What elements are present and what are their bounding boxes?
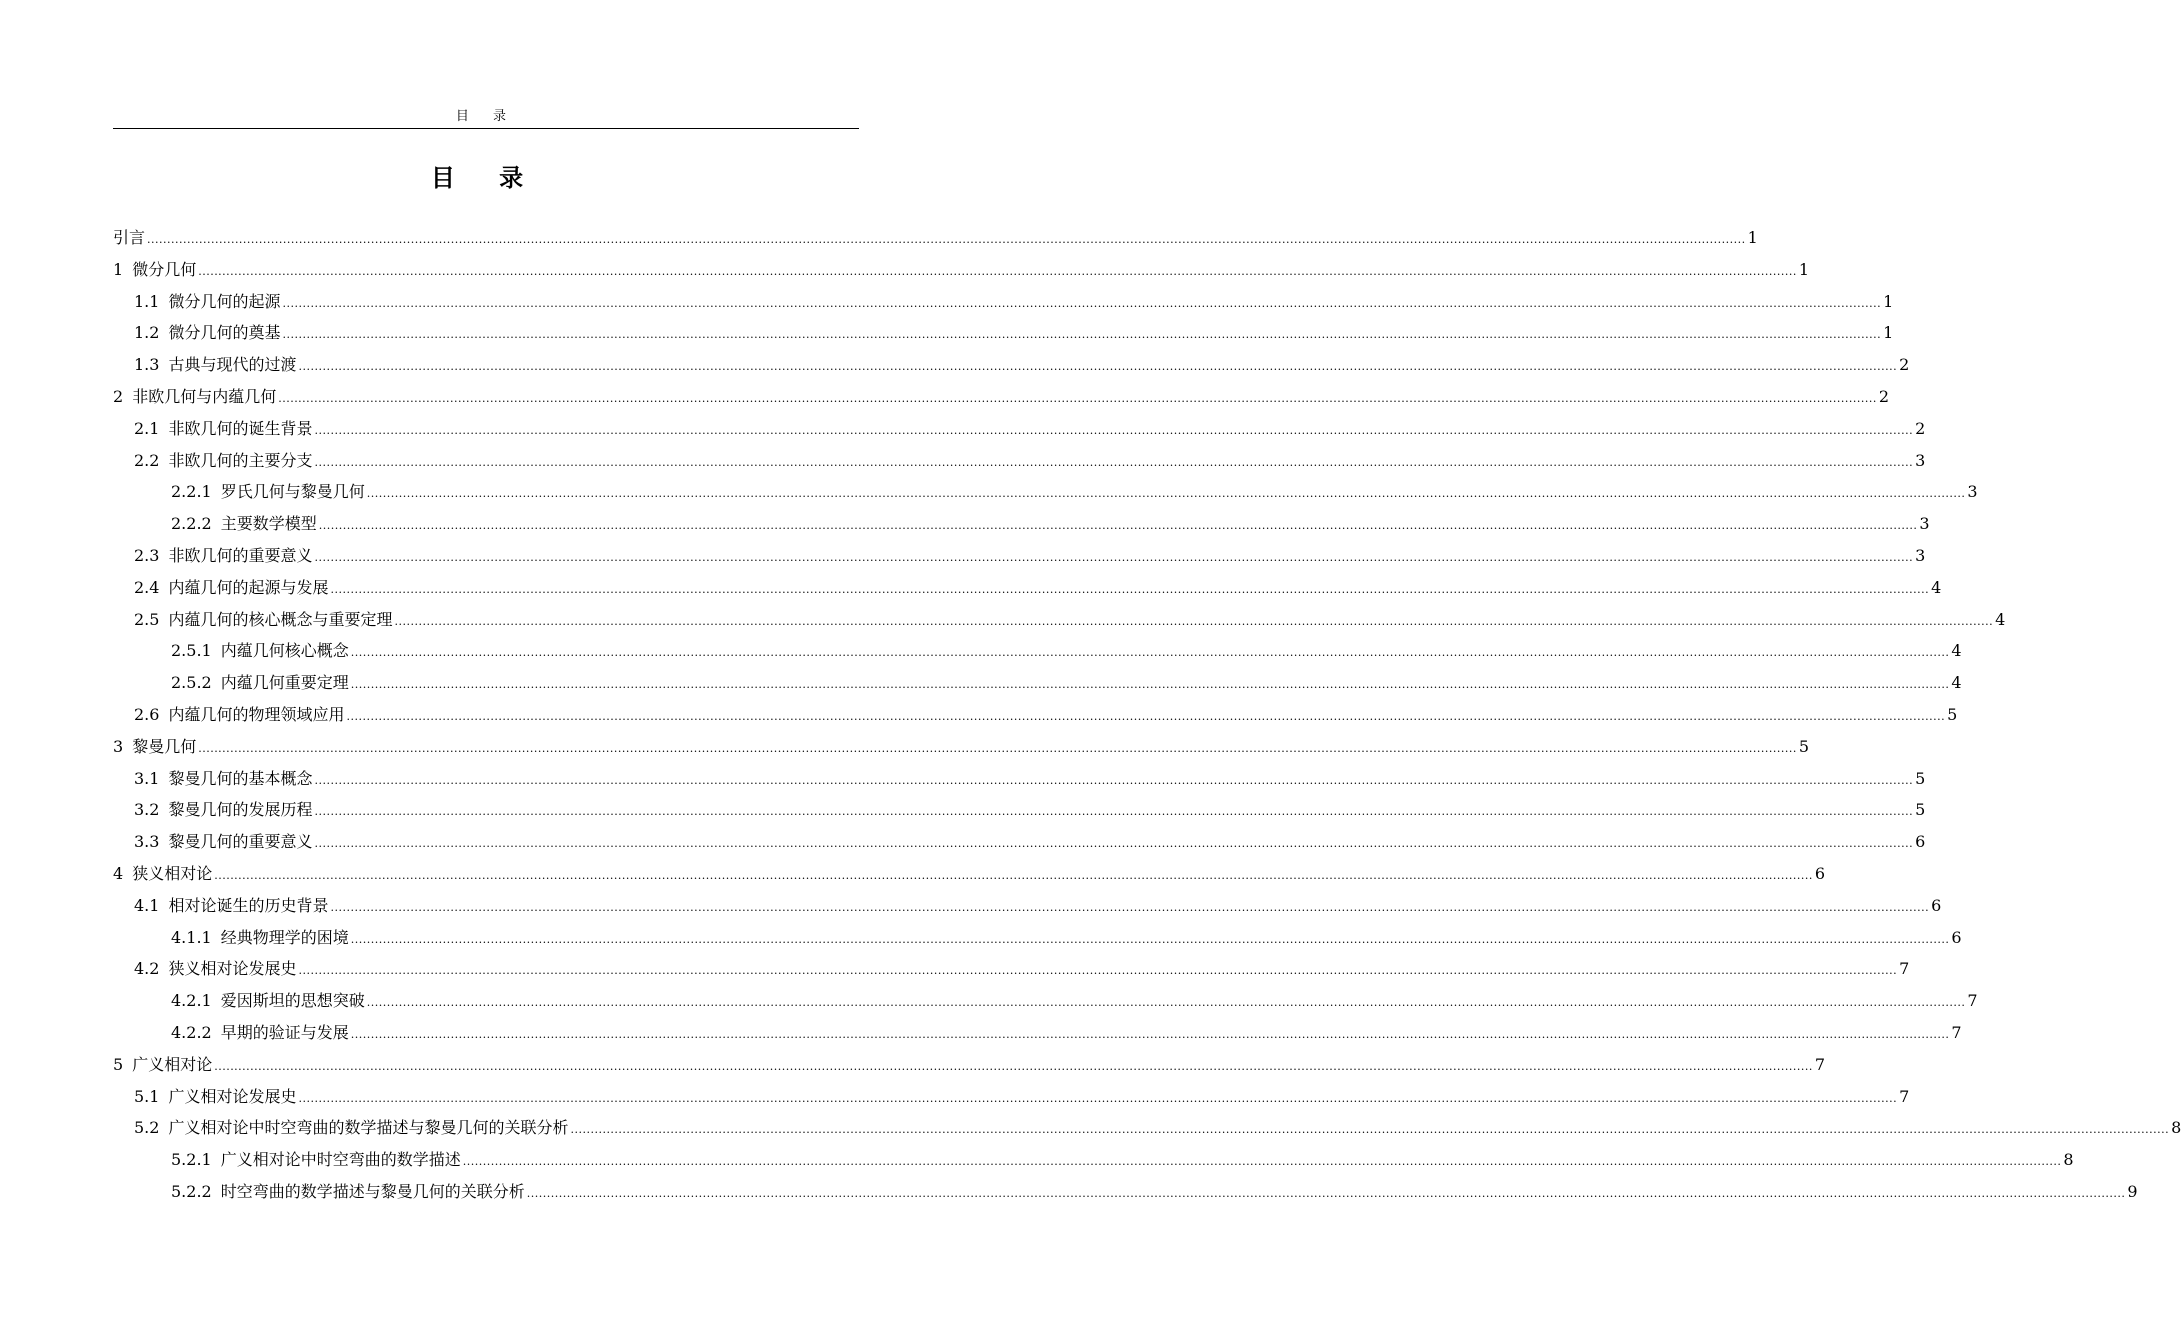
toc-entry[interactable] bbox=[113, 922, 1962, 954]
toc-entry-page: 3 bbox=[1915, 545, 1926, 565]
toc-entry[interactable] bbox=[113, 476, 1978, 508]
toc-entry[interactable] bbox=[113, 763, 1926, 795]
toc-entry-page: 7 bbox=[1899, 959, 1910, 979]
dot-leader: ................................................................................................................................................................................................................................................................................................................................................................................................................ bbox=[147, 233, 1746, 246]
toc-entry[interactable] bbox=[113, 222, 1758, 254]
toc-entry[interactable] bbox=[113, 1017, 1962, 1049]
toc-entry-page: 6 bbox=[1915, 832, 1926, 852]
dot-leader: ................................................................................................................................................................................................................................................................................................................................................................................................................ bbox=[350, 646, 1950, 660]
toc-entry-number: 4 bbox=[113, 863, 124, 883]
toc-entry-title: 时空弯曲的数学描述与黎曼几何的关联分析 bbox=[220, 1181, 525, 1201]
toc-entry-number: 4.2.2 bbox=[171, 1022, 212, 1042]
toc-entry-title: 黎曼几何的发展历程 bbox=[168, 800, 313, 820]
toc-entry-number: 3.3 bbox=[134, 832, 160, 852]
toc-entry-page: 6 bbox=[1814, 863, 1826, 883]
toc-entry-number: 2.2.1 bbox=[171, 482, 212, 502]
toc-entry-title: 内蕴几何的核心概念与重要定理 bbox=[168, 609, 393, 629]
toc-entry-title: 广义相对论发展史 bbox=[168, 1086, 297, 1106]
dot-leader: ................................................................................................................................................................................................................................................................................................................................................................................................................ bbox=[330, 900, 1930, 914]
toc-entry[interactable] bbox=[113, 1144, 2074, 1176]
dot-leader: ................................................................................................................................................................................................................................................................................................................................................................................................................ bbox=[314, 773, 1914, 787]
toc-entry-page: 9 bbox=[2127, 1181, 2138, 1201]
dot-leader: ................................................................................................................................................................................................................................................................................................................................................................................................................ bbox=[314, 805, 1914, 819]
toc-entry[interactable] bbox=[113, 604, 2006, 636]
toc-entry-page: 5 bbox=[1915, 768, 1926, 788]
toc-entry-title: 古典与现代的过渡 bbox=[168, 355, 297, 375]
toc-entry[interactable] bbox=[113, 508, 1930, 540]
toc-entry-title: 爱因斯坦的思想突破 bbox=[220, 991, 365, 1011]
toc-entry[interactable] bbox=[113, 635, 1962, 667]
toc-entry[interactable] bbox=[113, 413, 1926, 445]
toc-entry[interactable] bbox=[113, 858, 1826, 890]
toc-entry-title: 经典物理学的困境 bbox=[220, 927, 349, 947]
dot-leader: ................................................................................................................................................................................................................................................................................................................................................................................................................ bbox=[462, 1155, 2062, 1169]
toc-entry-title: 微分几何的奠基 bbox=[168, 323, 281, 343]
toc-entry[interactable] bbox=[113, 1081, 1910, 1113]
toc-entry-page: 3 bbox=[1967, 482, 1978, 502]
toc-entry-title: 微分几何 bbox=[132, 259, 197, 279]
toc-entry-title: 黎曼几何的基本概念 bbox=[168, 768, 313, 788]
toc-entry-page: 5 bbox=[1798, 736, 1810, 756]
dot-leader: ................................................................................................................................................................................................................................................................................................................................................................................................................ bbox=[526, 1186, 2126, 1200]
toc-entry-number: 3.2 bbox=[134, 800, 160, 820]
toc-entry-number: 5.1 bbox=[134, 1086, 160, 1106]
toc-entry-page: 7 bbox=[1899, 1086, 1910, 1106]
toc-entry-title: 广义相对论 bbox=[132, 1054, 213, 1074]
toc-entry-page: 2 bbox=[1915, 418, 1926, 438]
toc-entry-page: 1 bbox=[1883, 291, 1894, 311]
toc-entry[interactable] bbox=[113, 1049, 1826, 1081]
dot-leader: ................................................................................................................................................................................................................................................................................................................................................................................................................ bbox=[570, 1123, 2170, 1137]
dot-leader: ................................................................................................................................................................................................................................................................................................................................................................................................................ bbox=[350, 1027, 1950, 1041]
toc-entry-page: 7 bbox=[1967, 991, 1978, 1011]
toc-entry-title: 内蕴几何重要定理 bbox=[220, 673, 349, 693]
dot-leader: ................................................................................................................................................................................................................................................................................................................................................................................................................ bbox=[298, 1091, 1898, 1105]
toc-entry-title: 狭义相对论发展史 bbox=[168, 959, 297, 979]
toc-entry-page: 3 bbox=[1919, 514, 1930, 534]
toc-entry-number: 5.2 bbox=[134, 1118, 160, 1138]
toc-entry[interactable] bbox=[113, 445, 1926, 477]
toc-entry-number: 2.4 bbox=[134, 577, 160, 597]
toc-entry-page: 5 bbox=[1947, 704, 1958, 724]
toc-entry[interactable] bbox=[113, 985, 1978, 1017]
toc-entry-title: 内蕴几何核心概念 bbox=[220, 641, 349, 661]
dot-leader: ................................................................................................................................................................................................................................................................................................................................................................................................................ bbox=[198, 264, 1797, 278]
toc-entry-number: 4.1 bbox=[134, 895, 160, 915]
toc-entry[interactable] bbox=[113, 317, 1894, 349]
toc-entry-number: 2.2 bbox=[134, 450, 160, 470]
toc-entry-number: 1 bbox=[113, 259, 124, 279]
toc-entry-number: 2.1 bbox=[134, 418, 160, 438]
toc-entry[interactable] bbox=[113, 699, 1958, 731]
toc-entry-page: 7 bbox=[1951, 1022, 1962, 1042]
toc-entry-number: 2.2.2 bbox=[171, 514, 212, 534]
toc-entry-number: 5 bbox=[113, 1054, 124, 1074]
toc-entry[interactable] bbox=[113, 1176, 2138, 1208]
toc-entry-page: 3 bbox=[1915, 450, 1926, 470]
toc-entry-number: 2.3 bbox=[134, 545, 160, 565]
toc-entry-title: 黎曼几何的重要意义 bbox=[168, 832, 313, 852]
toc-entry-number: 5.2.1 bbox=[171, 1150, 212, 1170]
dot-leader: ................................................................................................................................................................................................................................................................................................................................................................................................................ bbox=[314, 550, 1914, 564]
toc-entry-page: 1 bbox=[1883, 323, 1894, 343]
toc-entry-page: 6 bbox=[1931, 895, 1942, 915]
dot-leader: ................................................................................................................................................................................................................................................................................................................................................................................................................ bbox=[330, 582, 1930, 596]
running-header: 目 录 bbox=[455, 109, 517, 124]
toc-entry[interactable] bbox=[113, 381, 1890, 413]
toc-entry-title: 早期的验证与发展 bbox=[220, 1022, 349, 1042]
toc-entry-page: 8 bbox=[2171, 1118, 2181, 1138]
toc-entry-page: 1 bbox=[1798, 259, 1810, 279]
dot-leader: ................................................................................................................................................................................................................................................................................................................................................................................................................ bbox=[298, 964, 1898, 978]
toc-entry[interactable] bbox=[113, 794, 1926, 826]
toc-entry-title: 狭义相对论 bbox=[132, 863, 213, 883]
dot-leader: ................................................................................................................................................................................................................................................................................................................................................................................................................ bbox=[298, 360, 1898, 374]
dot-leader: ................................................................................................................................................................................................................................................................................................................................................................................................................ bbox=[366, 487, 1966, 501]
toc-entry-number: 2.5.2 bbox=[171, 673, 212, 693]
toc-entry[interactable] bbox=[113, 890, 1942, 922]
toc-entry-title: 引言 bbox=[113, 228, 146, 247]
dot-leader: ................................................................................................................................................................................................................................................................................................................................................................................................................ bbox=[350, 932, 1950, 946]
toc-entry-page: 6 bbox=[1951, 927, 1962, 947]
toc-entry-title: 主要数学模型 bbox=[220, 514, 317, 534]
toc-entry[interactable] bbox=[113, 349, 1910, 381]
toc-entry-page: 4 bbox=[1995, 609, 2006, 629]
toc-entry-page: 7 bbox=[1814, 1054, 1826, 1074]
toc-entry-title: 非欧几何的重要意义 bbox=[168, 545, 313, 565]
dot-leader: ................................................................................................................................................................................................................................................................................................................................................................................................................ bbox=[314, 423, 1914, 437]
toc-entry-title: 广义相对论中时空弯曲的数学描述与黎曼几何的关联分析 bbox=[168, 1118, 569, 1138]
toc-entry-number: 3 bbox=[113, 736, 124, 756]
dot-leader: ................................................................................................................................................................................................................................................................................................................................................................................................................ bbox=[346, 709, 1946, 723]
page-title: 目 录 bbox=[430, 164, 542, 192]
toc-entry-page: 2 bbox=[1878, 386, 1890, 406]
dot-leader: ................................................................................................................................................................................................................................................................................................................................................................................................................ bbox=[314, 455, 1914, 469]
dot-leader: ................................................................................................................................................................................................................................................................................................................................................................................................................ bbox=[394, 614, 1994, 628]
toc-entry-title: 非欧几何的主要分支 bbox=[168, 450, 313, 470]
toc-entry-number: 4.2.1 bbox=[171, 991, 212, 1011]
dot-leader: ................................................................................................................................................................................................................................................................................................................................................................................................................ bbox=[314, 837, 1914, 851]
toc-entry-page: 4 bbox=[1951, 673, 1962, 693]
toc-entry-number: 2 bbox=[113, 386, 124, 406]
toc-entry-title: 黎曼几何 bbox=[132, 736, 197, 756]
dot-leader: ................................................................................................................................................................................................................................................................................................................................................................................................................ bbox=[282, 328, 1882, 342]
toc-entry-number: 2.6 bbox=[134, 704, 160, 724]
toc-entry-title: 内蕴几何的起源与发展 bbox=[168, 577, 329, 597]
dot-leader: ................................................................................................................................................................................................................................................................................................................................................................................................................ bbox=[282, 296, 1882, 310]
toc-entry[interactable] bbox=[113, 953, 1910, 985]
toc-entry-page: 5 bbox=[1915, 800, 1926, 820]
toc-entry[interactable] bbox=[113, 572, 1942, 604]
toc-entry[interactable] bbox=[113, 667, 1962, 699]
toc-entry-page: 2 bbox=[1899, 355, 1910, 375]
toc-entry-title: 微分几何的起源 bbox=[168, 291, 281, 311]
toc-entry[interactable] bbox=[113, 540, 1926, 572]
toc-entry-number: 3.1 bbox=[134, 768, 160, 788]
dot-leader: ................................................................................................................................................................................................................................................................................................................................................................................................................ bbox=[214, 1059, 1813, 1073]
toc-entry-title: 罗氏几何与黎曼几何 bbox=[220, 482, 365, 502]
dot-leader: ................................................................................................................................................................................................................................................................................................................................................................................................................ bbox=[318, 519, 1918, 533]
toc-entry-number: 4.2 bbox=[134, 959, 160, 979]
toc-entry-page: 4 bbox=[1951, 641, 1962, 661]
toc-entry[interactable] bbox=[113, 1112, 2181, 1144]
toc-entry-number: 2.5 bbox=[134, 609, 160, 629]
toc-entry-title: 内蕴几何的物理领域应用 bbox=[168, 704, 345, 724]
toc-entry-title: 广义相对论中时空弯曲的数学描述 bbox=[220, 1150, 461, 1170]
toc-entry-page: 4 bbox=[1931, 577, 1942, 597]
dot-leader: ................................................................................................................................................................................................................................................................................................................................................................................................................ bbox=[198, 741, 1797, 755]
dot-leader: ................................................................................................................................................................................................................................................................................................................................................................................................................ bbox=[278, 391, 1877, 405]
table-of-contents bbox=[113, 222, 2181, 1208]
toc-entry[interactable] bbox=[113, 254, 1810, 286]
toc-entry[interactable] bbox=[113, 826, 1926, 858]
dot-leader: ................................................................................................................................................................................................................................................................................................................................................................................................................ bbox=[350, 678, 1950, 692]
toc-entry[interactable] bbox=[113, 731, 1810, 763]
dot-leader: ................................................................................................................................................................................................................................................................................................................................................................................................................ bbox=[366, 996, 1966, 1010]
toc-entry-number: 1.1 bbox=[134, 291, 160, 311]
toc-entry-number: 5.2.2 bbox=[171, 1181, 212, 1201]
toc-entry-page: 8 bbox=[2063, 1150, 2074, 1170]
toc-entry-number: 4.1.1 bbox=[171, 927, 212, 947]
toc-entry-title: 非欧几何的诞生背景 bbox=[168, 418, 313, 438]
toc-entry-page: 1 bbox=[1747, 228, 1758, 247]
toc-entry-title: 非欧几何与内蕴几何 bbox=[132, 386, 277, 406]
toc-entry-number: 2.5.1 bbox=[171, 641, 212, 661]
dot-leader: ................................................................................................................................................................................................................................................................................................................................................................................................................ bbox=[214, 868, 1813, 882]
toc-entry-number: 1.2 bbox=[134, 323, 160, 343]
header-rule bbox=[113, 128, 859, 129]
toc-entry-title: 相对论诞生的历史背景 bbox=[168, 895, 329, 915]
toc-entry[interactable] bbox=[113, 286, 1894, 318]
toc-entry-number: 1.3 bbox=[134, 355, 160, 375]
